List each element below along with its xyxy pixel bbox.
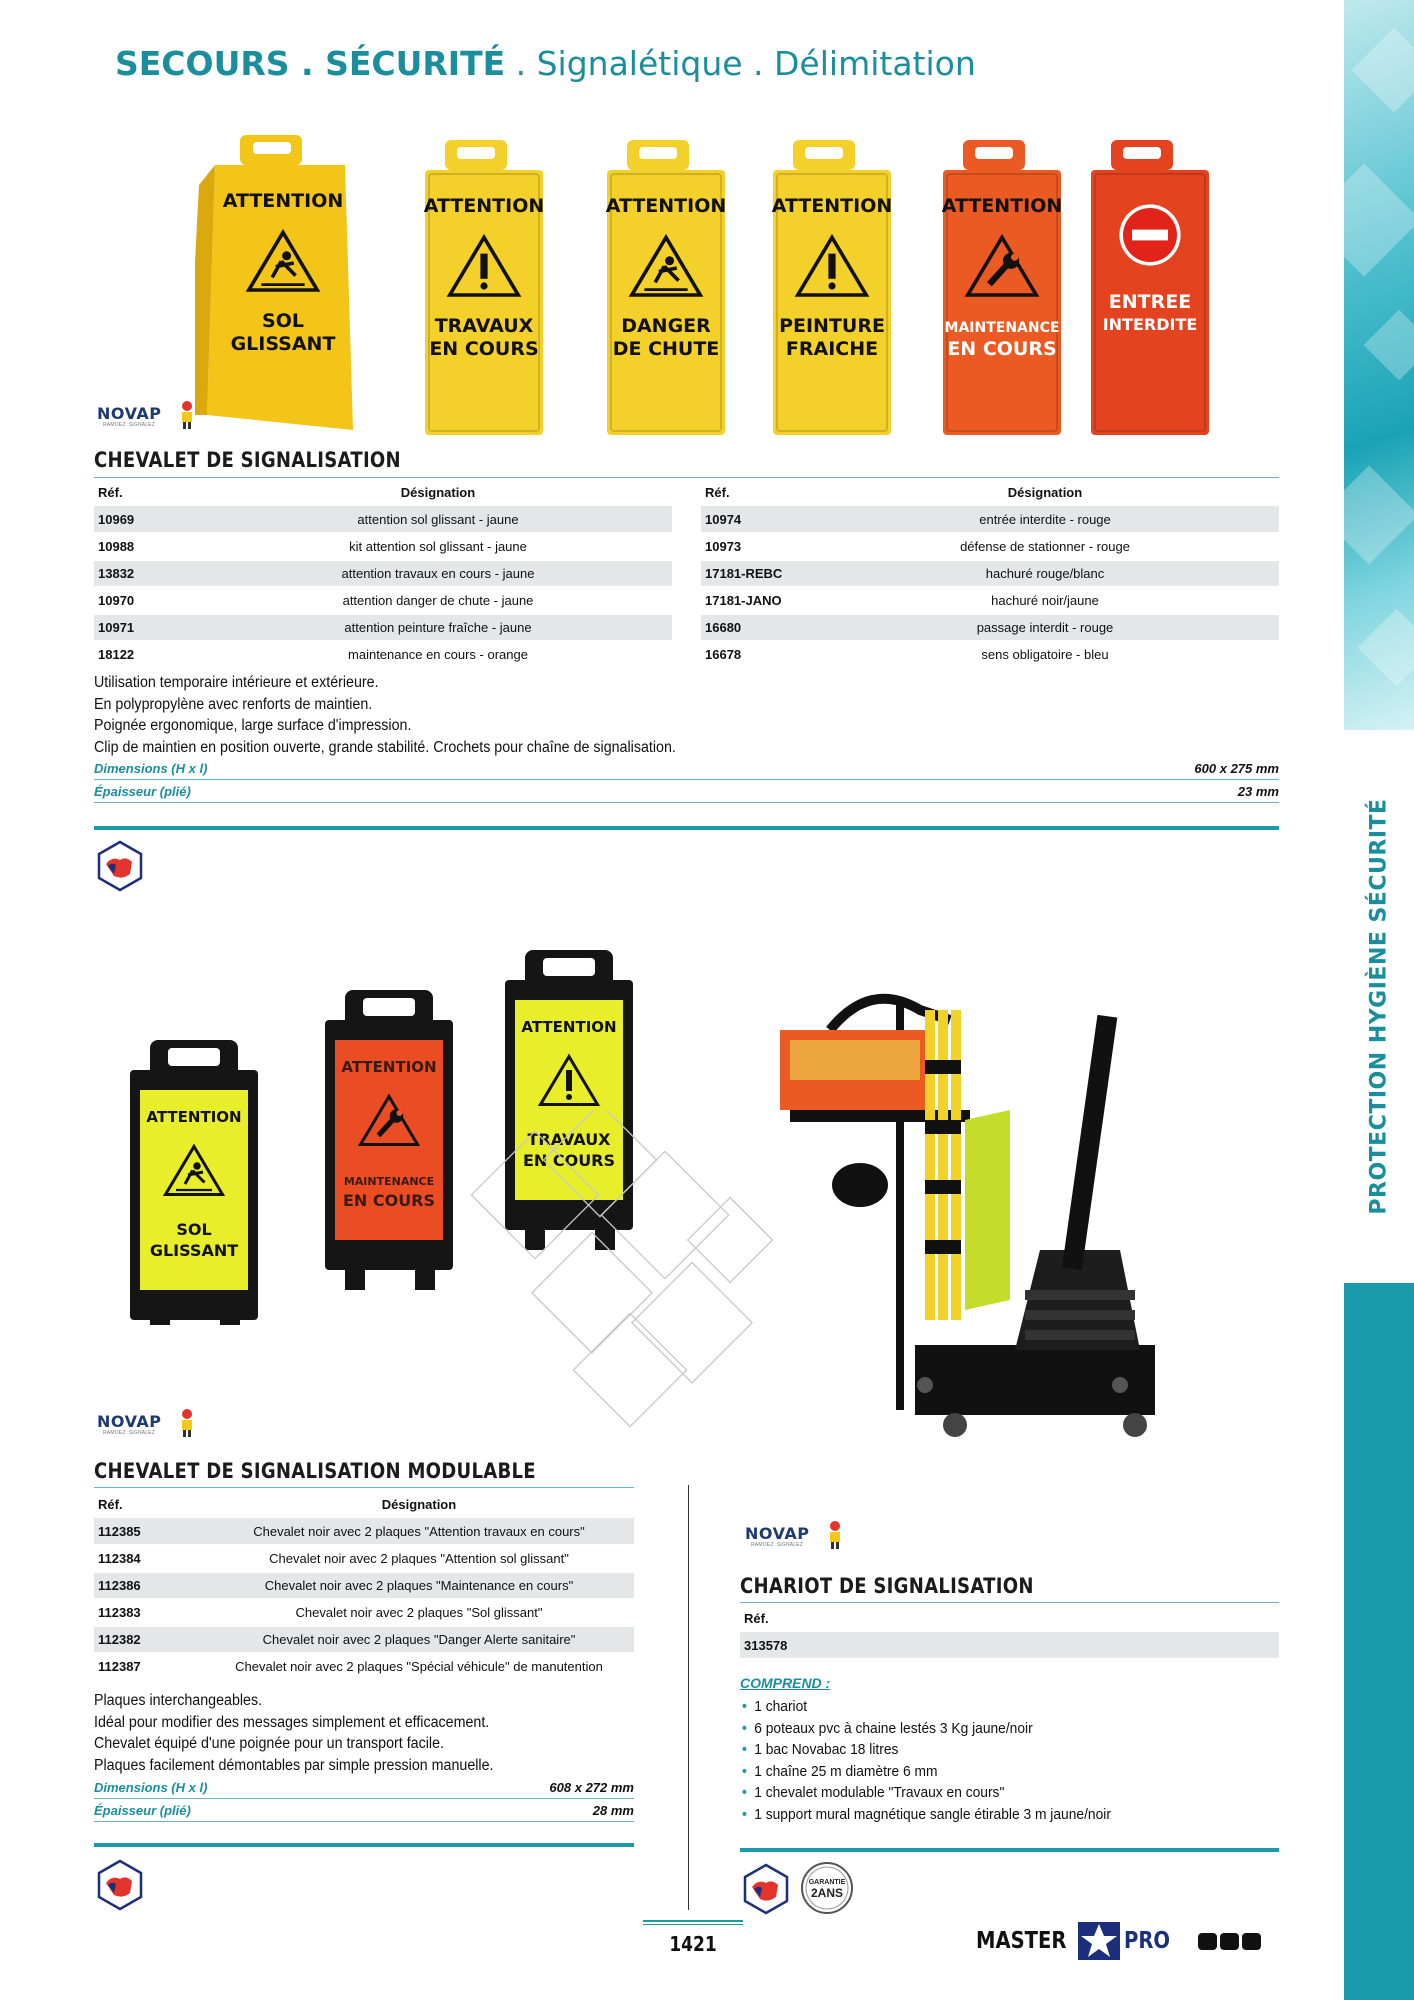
description-line: Clip de maintien en position ouverte, grande stabilité. Crochets pour chaîne de signalisation. xyxy=(94,738,676,756)
table-cell-designation: kit attention sol glissant - jaune xyxy=(204,533,672,560)
product-description xyxy=(94,672,676,758)
table-row xyxy=(94,1599,634,1626)
table-cell-designation: sens obligatoire - bleu xyxy=(811,641,1279,668)
table-cell-ref: 10973 xyxy=(701,533,811,560)
brand-mascot-icon xyxy=(825,1520,845,1550)
table-cell-ref: 10970 xyxy=(94,587,204,614)
side-band xyxy=(1344,0,1414,2000)
description-line: Plaques interchangeables. xyxy=(94,1692,263,1709)
table-row xyxy=(94,560,672,587)
table-row xyxy=(94,1545,634,1572)
product-image-chevalets xyxy=(195,130,1215,435)
reference-table-right xyxy=(701,479,1279,669)
section-divider xyxy=(740,1848,1279,1852)
includes-list xyxy=(742,1696,1111,1825)
list-item: • 1 bac Novabac 18 litres xyxy=(742,1739,1111,1761)
footer-dots xyxy=(1198,1933,1268,1953)
table-cell-designation: défense de stationner - rouge xyxy=(811,533,1279,560)
table-row xyxy=(94,641,672,668)
list-item: • 1 chaîne 25 m diamètre 6 mm xyxy=(742,1761,1111,1783)
table-row xyxy=(701,587,1279,614)
side-decoration xyxy=(1344,0,1414,730)
side-label: PROTECTION HYGIÈNE SÉCURITÉ xyxy=(1366,798,1392,1215)
table-row xyxy=(94,533,672,560)
table-row xyxy=(94,1626,634,1653)
table-cell-ref: 112385 xyxy=(94,1518,204,1545)
column-divider xyxy=(688,1485,689,1910)
table-cell-designation: attention danger de chute - jaune xyxy=(204,587,672,614)
signs-illustration xyxy=(195,130,1215,435)
list-item: • 1 chariot xyxy=(742,1696,1111,1718)
table-cell-ref: 17181-JANO xyxy=(701,587,811,614)
table-cell-ref: 16678 xyxy=(701,641,811,668)
sign-text-line1: ATTENTION xyxy=(146,1108,242,1126)
table-cell-designation: Chevalet noir avec 2 plaques "Attention travaux en cours" xyxy=(204,1518,634,1545)
page-number-box xyxy=(643,1920,743,1964)
sign-text-line2: MAINTENANCE xyxy=(944,320,1060,336)
col-ref: Réf. xyxy=(705,485,730,500)
sign-text-line3: GLISSANT xyxy=(230,333,336,355)
section-title-rule xyxy=(740,1602,1279,1603)
sign-text-line1: ATTENTION xyxy=(941,195,1063,217)
table-cell-designation: Chevalet noir avec 2 plaques "Sol glissant" xyxy=(204,1599,634,1626)
col-ref: Réf. xyxy=(744,1611,769,1626)
section-divider xyxy=(94,826,1279,830)
sign-text-line1: ATTENTION xyxy=(605,195,727,217)
sign-text-line2: TRAVAUX xyxy=(434,315,534,337)
sign-text-line2: PEINTURE xyxy=(779,315,885,337)
brand-logo: NOVAP RAMOEZ. SIGNALEZ xyxy=(97,1408,207,1442)
sign-text-line2: DANGER xyxy=(621,315,711,337)
product-image-chariot xyxy=(760,960,1190,1480)
side-decoration-bottom xyxy=(1344,1283,1414,2000)
table-cell-designation: attention travaux en cours - jaune xyxy=(204,560,672,587)
table-cell-ref: 18122 xyxy=(94,641,204,668)
made-in-france-badge xyxy=(96,1859,144,1911)
sign-text-line3: EN COURS xyxy=(522,1151,616,1170)
masterpro-logo: MASTER PRO xyxy=(976,1918,1176,1966)
table-cell-ref: 10971 xyxy=(94,614,204,641)
sign-text-line3: EN COURS xyxy=(342,1191,436,1210)
warranty-line1: GARANTIE xyxy=(808,1879,846,1886)
sign-text-line1: ATTENTION xyxy=(771,195,893,217)
table-row xyxy=(701,560,1279,587)
brand-logo: NOVAP RAMOEZ. SIGNALEZ xyxy=(97,400,207,434)
table-cell-designation: attention peinture fraîche - jaune xyxy=(204,614,672,641)
table-cell-ref: 13832 xyxy=(94,560,204,587)
spec-dimensions: Dimensions (H x l) 608 x 272 mm xyxy=(94,1777,634,1799)
spec-thickness: Épaisseur (plié) 28 mm xyxy=(94,1800,634,1822)
sign-text-line2: SOL xyxy=(176,1220,212,1239)
section-title-chariot: CHARIOT DE SIGNALISATION xyxy=(740,1574,1034,1598)
table-row xyxy=(94,587,672,614)
list-item: • 6 poteaux pvc à chaine lestés 3 Kg jaune/noir xyxy=(742,1718,1111,1740)
sign-text-line3: FRAICHE xyxy=(785,338,879,360)
warranty-line2: 2ANS xyxy=(810,1886,844,1900)
sign-5 xyxy=(942,140,1063,435)
table-row xyxy=(701,614,1279,641)
table-row xyxy=(701,506,1279,533)
col-designation: Désignation xyxy=(381,1497,457,1512)
sign-3 xyxy=(606,140,727,435)
sign-text-line1: ATTENTION xyxy=(222,190,344,212)
col-designation: Désignation xyxy=(1007,485,1083,500)
description-line: Chevalet équipé d'une poignée pour un transport facile. xyxy=(94,1735,444,1752)
sign-text-line3: EN COURS xyxy=(429,338,539,360)
table-row xyxy=(94,1572,634,1599)
made-in-france-badge xyxy=(742,1863,790,1915)
description-line: Idéal pour modifier des messages simplement et efficacement. xyxy=(94,1713,490,1731)
reference-table-left xyxy=(94,479,672,669)
modular-sign-1 xyxy=(130,1040,258,1325)
col-ref: Réf. xyxy=(98,485,123,500)
description-line: Poignée ergonomique, large surface d'impression. xyxy=(94,717,412,734)
table-row xyxy=(94,1518,634,1545)
sign-text-line3: EN COURS xyxy=(947,338,1057,360)
section-divider xyxy=(94,1843,634,1847)
product-description xyxy=(94,1690,494,1776)
sign-text-line3: INTERDITE xyxy=(1102,315,1198,334)
table-row xyxy=(94,506,672,533)
list-item: • 1 chevalet modulable "Travaux en cours" xyxy=(742,1782,1111,1804)
page-title: SECOURS . SÉCURITÉ . Signalétique . Délimitation xyxy=(115,44,976,83)
sign-text-line2: SOL xyxy=(262,310,304,332)
table-cell-ref: 17181-REBC xyxy=(701,560,811,587)
brand-mascot-icon xyxy=(177,1408,197,1438)
table-cell-designation: Chevalet noir avec 2 plaques "Attention sol glissant" xyxy=(204,1545,634,1572)
brand-mascot-icon xyxy=(177,400,197,430)
page-number: 1421 xyxy=(669,1932,717,1956)
spec-thickness: Épaisseur (plié) 23 mm xyxy=(94,781,1279,803)
star-icon xyxy=(1076,1918,1122,1964)
table-cell-designation: hachuré noir/jaune xyxy=(811,587,1279,614)
table-row xyxy=(701,533,1279,560)
table-cell-ref: 10974 xyxy=(701,506,811,533)
section-title-chevalet-modulable: CHEVALET DE SIGNALISATION MODULABLE xyxy=(94,1459,536,1483)
table-cell-ref: 313578 xyxy=(740,1632,1279,1659)
sign-6 xyxy=(1091,140,1209,435)
section-title-rule xyxy=(94,477,1279,478)
sign-text-line3: GLISSANT xyxy=(149,1241,239,1260)
description-line: Utilisation temporaire intérieure et extérieure. xyxy=(94,674,379,691)
list-item: • 1 support mural magnétique sangle étirable 3 m jaune/noir xyxy=(742,1804,1111,1826)
table-cell-ref: 112382 xyxy=(94,1626,204,1653)
table-cell-ref: 112383 xyxy=(94,1599,204,1626)
table-cell-ref: 112387 xyxy=(94,1653,204,1680)
sign-text-line2: ENTREE xyxy=(1108,291,1192,313)
table-row xyxy=(94,1653,634,1680)
description-line: Plaques facilement démontables par simple pression manuelle. xyxy=(94,1756,494,1774)
sign-4 xyxy=(772,140,893,435)
description-line: En polypropylène avec renforts de maintien. xyxy=(94,695,373,713)
sign-text-line1: ATTENTION xyxy=(521,1018,617,1036)
sign-text-line1: ATTENTION xyxy=(423,195,545,217)
sign-text-line3: DE CHUTE xyxy=(612,338,720,360)
sign-text-line2: MAINTENANCE xyxy=(343,1175,435,1188)
table-cell-designation: Chevalet noir avec 2 plaques "Maintenance en cours" xyxy=(204,1572,634,1599)
sign-2 xyxy=(424,140,545,435)
sign-text-line1: ATTENTION xyxy=(341,1058,437,1076)
table-cell-designation: Chevalet noir avec 2 plaques "Spécial véhicule" de manutention xyxy=(204,1653,634,1680)
table-cell-ref: 16680 xyxy=(701,614,811,641)
table-cell-ref: 112386 xyxy=(94,1572,204,1599)
sign-text-line2: TRAVAUX xyxy=(527,1130,611,1149)
table-cell-ref: 10969 xyxy=(94,506,204,533)
table-cell-designation: hachuré rouge/blanc xyxy=(811,560,1279,587)
modular-sign-2 xyxy=(325,990,453,1290)
table-cell-designation: attention sol glissant - jaune xyxy=(204,506,672,533)
table-row xyxy=(94,614,672,641)
table-cell-designation: Chevalet noir avec 2 plaques "Danger Alerte sanitaire" xyxy=(204,1626,634,1653)
spec-dimensions: Dimensions (H x l) 600 x 275 mm xyxy=(94,758,1279,780)
table-cell-designation: maintenance en cours - orange xyxy=(204,641,672,668)
section-title-chevalet: CHEVALET DE SIGNALISATION xyxy=(94,448,401,472)
table-cell-ref: 112384 xyxy=(94,1545,204,1572)
section-title-rule xyxy=(94,1487,634,1488)
warranty-badge xyxy=(800,1861,854,1915)
table-row xyxy=(701,641,1279,668)
made-in-france-badge xyxy=(96,840,144,892)
reference-table-chariot xyxy=(740,1605,1279,1660)
includes-label: COMPREND : xyxy=(740,1675,831,1691)
brand-logo: NOVAP RAMOEZ. SIGNALEZ xyxy=(745,1520,855,1554)
table-cell-designation: passage interdit - rouge xyxy=(811,614,1279,641)
sign-1 xyxy=(195,135,353,430)
table-cell-designation: entrée interdite - rouge xyxy=(811,506,1279,533)
table-cell-ref: 10988 xyxy=(94,533,204,560)
reference-table-modulable xyxy=(94,1491,634,1681)
col-ref: Réf. xyxy=(98,1497,123,1512)
col-designation: Désignation xyxy=(400,485,476,500)
